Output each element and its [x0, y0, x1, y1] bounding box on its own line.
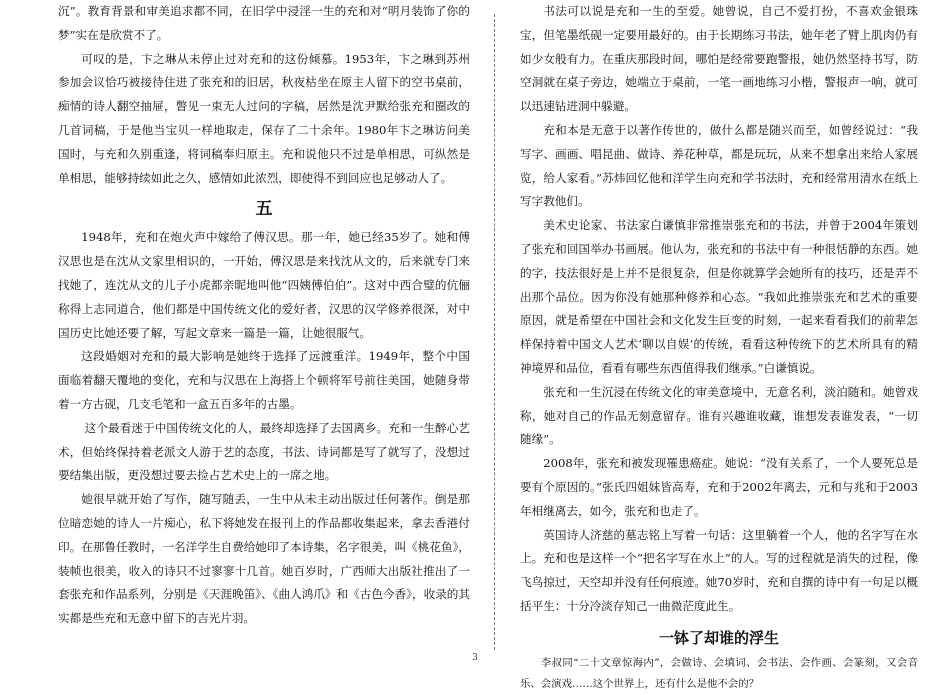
column-divider [494, 14, 495, 650]
article-title: 一钵了却谁的浮生 [658, 628, 779, 647]
paragraph: 沉”。教育背景和审美追求都不同，在旧学中浸淫一生的充和对“明月装饰了你的梦”实在是欣赏不了。 [58, 4, 470, 42]
paragraph: 她很早就开始了写作，随写随丢，一生中从未主动出版过任何著作。倒是那位暗恋她的诗人一片痴心，私下将她发在报刊上的作品都收集起来，拿去香港付印。在那鲁任教时，一名洋学生自费给她印了本诗集，名字很美，叫《桃花鱼》，装帧也很美，收入的诗只不过寥寥十几首。她百岁时，广西师大出版社推出了一套张充和作品系列，分别是《天涯晚笛》、《曲人鸿爪》和《古色今香》，收录的其实都是些充和无意中留下的吉光片羽。 [58, 492, 470, 626]
paragraph: 充和本是无意于以著作传世的，做什么都是随兴而至，如曾经说过：“我写字、画画、唱昆曲、做诗、养花种草，都是玩玩，从来不想拿出来给人家展览，给人家看。”苏炜回忆他和洋学生向充和学书法时，充和经常用清水在纸上写字教他们。 [520, 122, 918, 209]
section-heading: 五 [255, 199, 273, 220]
paragraph: 可叹的是，卞之琳从未停止过对充和的这份倾慕。1953年，卞之琳到苏州参加会议恰巧被接待住进了张充和的旧居，秋夜枯坐在原主人留下的空书桌前，痴情的诗人翻空抽屉，瞥见一束无人过问的字稿，居然是沈尹默给张充和圈改的几首词稿，于是他当宝贝一样地取走，保存了二十余年。1980年卞之琳访问美国时，与充和久别重逢，将词稿奉归原主。充和说他只不过是单相思，可纵然是单相思，能够持续如此之久，感情如此浓烈，即使得不到回应也足够动人了。 [58, 51, 470, 185]
left-column [58, 0, 470, 631]
paragraph: 这段婚姻对充和的最大影响是她终于选择了远渡重洋。1949年，整个中国面临着翻天覆地的变化，充和与汉思在上海搭上个顿将军号前往美国，她随身带着一方古砚，几支毛笔和一盒五百多年的古墨。 [58, 349, 470, 411]
paragraph: 英国诗人济慈的墓志铭上写着一句话：这里躺着一个人，他的名字写在水上。充和也是这样一个“把名字写在水上”的人。写的过程就是消失的过程，像飞鸟掠过，天空却并没有任何痕迹。她70岁时，充和自撰的诗中有一句足以概括平生：十分冷淡存知己一曲微茫度此生。 [520, 527, 918, 613]
right-column [520, 0, 918, 695]
paragraph: 这个最看迷于中国传统文化的人，最终却选择了去国离乡。充和一生醉心艺术，但始终保持着老派文人游于艺的态度，书法、诗词都是写了就写了，没想过要结集出版，更没想过要去捡占艺术史上的一席之地。 [58, 420, 470, 483]
paragraph: 1948年，充和在炮火声中嫁给了傅汉思。那一年，她已经35岁了。她和傅汉思也是在沈从文家里相识的，一开始，傅汉思是来找沈从文的，后来就专门来找她了，连沈从文的儿子小虎都亲昵地叫他“四姨傅伯伯”。这对中西合璧的伉俪称得上志同道合，他们都是中国传统文化的爱好者，汉思的汉学修养很深，对中国历史比她还要了解，写起文章来一篇是一篇，让她很服气。 [58, 230, 470, 340]
paragraph: 2008年，张充和被发现罹患癌症。她说：“没有关系了，一个人要死总是要有个原因的。”张氏四姐妹皆高寿，充和于2002年离去，元和与兆和于2003年相继离去，如今，张充和也走了。 [520, 456, 918, 518]
paragraph: 李叔同“二十文章惊海内”，会做诗、会填词、会书法、会作画、会篆刻，又会音乐、会演戏……这个世界上，还有什么是他不会的？ [520, 656, 918, 690]
paragraph: 书法可以说是充和一生的至爱。她曾说，自己不爱打扮，不喜欢金银珠宝，但笔墨纸砚一定要用最好的。由于长期练习书法，她年老了臂上肌肉仍有如少女般有力。在重庆那段时间，哪怕是经常要跑警报，她仍然坚持书写，防空洞就在桌子旁边，她端立于桌前，一笔一画地练习小楷，警报声一响，就可以迅速钻进洞中躲避。 [520, 4, 918, 114]
page-number: 3 [472, 653, 478, 663]
paragraph: 张充和一生沉浸在传统文化的审美意境中，无意名利，淡泊随和。她曾戏称，她对自己的作品无刻意留存。谁有兴趣谁收藏，谁想发表谁发表，“一切随缘”。 [520, 384, 918, 447]
paragraph: 美术史论家、书法家白谦慎非常推崇张充和的书法，并曾于2004年策划了张充和回国举办书画展。他认为，张充和的书法中有一种很恬静的东西。她的字，技法很好是上并不是很复杂，但是你就算学会她所有的技巧，还是弄不出那个品位。因为你没有她那种修养和心态。“我如此推崇张充和艺术的重要原因，就是希望在中国社会和文化发生巨变的时刻，一起来看看我们的前辈怎样保持着中国文人艺术‘聊以自娱’的传统，看看这种传统下的艺术所具有的精神境界和品位，看看有哪些东西值得我们继承。”白谦慎说。 [520, 218, 918, 375]
